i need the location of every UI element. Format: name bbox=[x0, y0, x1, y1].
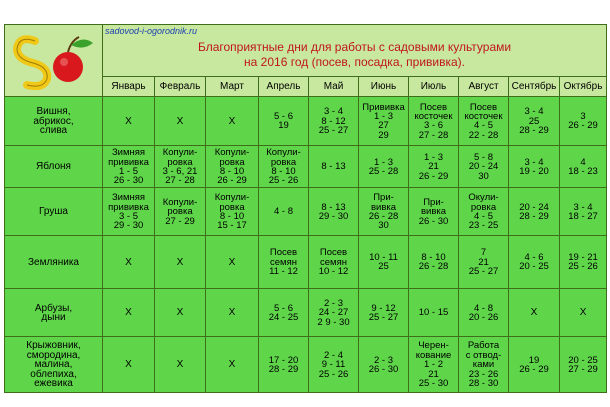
day-cell-line: прививка bbox=[108, 201, 149, 213]
title-line-1: Благоприятные дни для работы с садовыми культурами bbox=[197, 39, 512, 54]
crop-row bbox=[5, 337, 607, 393]
day-cell-line: X bbox=[125, 256, 132, 268]
day-cell-line: 4 - 8 bbox=[473, 302, 493, 314]
day-cell-line: косточек bbox=[414, 111, 453, 122]
day-cell-line: 2 - 3 bbox=[373, 354, 393, 366]
day-cell bbox=[206, 289, 259, 337]
day-cell-line: 20 - 24 bbox=[519, 201, 549, 213]
day-cell-line: 25 - 27 bbox=[368, 311, 399, 323]
day-cell-line: 8 - 13 bbox=[321, 161, 346, 173]
month-header: Октябрь bbox=[560, 77, 607, 97]
day-cell-line: Копули- bbox=[214, 147, 250, 159]
crop-name bbox=[5, 97, 103, 146]
day-cell-line: 25 - 30 bbox=[418, 378, 449, 390]
day-cell-line: прививка bbox=[108, 156, 149, 168]
day-cell-line: 26 - 29 bbox=[519, 363, 549, 375]
day-cell-line: 10 - 11 bbox=[369, 252, 398, 263]
day-cell-line: 27 - 29 bbox=[568, 363, 598, 375]
day-cell bbox=[359, 289, 409, 337]
day-cell bbox=[560, 289, 607, 337]
day-cell-line: 26 - 30 bbox=[113, 175, 144, 187]
crop-name-line: облепиха, bbox=[30, 368, 77, 380]
crop-row bbox=[5, 236, 607, 289]
day-cell-line: ровка bbox=[219, 156, 245, 168]
day-cell bbox=[359, 97, 409, 146]
day-cell bbox=[309, 337, 359, 393]
day-cell bbox=[155, 188, 206, 236]
day-cell bbox=[560, 337, 607, 393]
day-cell-line: 7 bbox=[480, 247, 487, 259]
crop-row bbox=[5, 97, 607, 146]
day-cell-line: 8 - 10 bbox=[219, 165, 245, 177]
day-cell-line: 2 - 3 bbox=[323, 297, 343, 309]
day-cell-line: 25 - 26 bbox=[568, 261, 598, 273]
day-cell bbox=[155, 97, 206, 146]
day-cell-line: Посев bbox=[469, 101, 498, 113]
day-cell-line: 3 - 6, 21 bbox=[162, 165, 198, 177]
day-cell-line: X bbox=[228, 307, 236, 319]
day-cell bbox=[459, 236, 509, 289]
day-cell-line: 3 - 4 bbox=[524, 156, 544, 168]
day-cell-line: 29 bbox=[378, 129, 389, 141]
day-cell-line: 2 9 - 30 bbox=[317, 316, 350, 328]
day-cell-line: 5 - 8 bbox=[473, 151, 493, 163]
day-cell-line: 22 - 28 bbox=[468, 129, 499, 141]
day-cell-line: X bbox=[176, 307, 184, 319]
day-cell-line: с отвод- bbox=[465, 349, 502, 361]
day-cell-line: Копули- bbox=[214, 192, 250, 204]
day-cell-line: 24 - 27 bbox=[318, 307, 349, 319]
day-cell-line: 3 - 4 bbox=[323, 106, 343, 118]
day-cell-line: 26 - 29 bbox=[217, 175, 247, 187]
day-cell-line: 20 - 24 bbox=[468, 161, 499, 173]
day-cell-line: 21 bbox=[428, 368, 439, 380]
day-cell-line: 3 - 5 bbox=[118, 210, 138, 222]
day-cell-line: семян bbox=[320, 256, 347, 268]
day-cell-line: 28 - 29 bbox=[519, 125, 549, 137]
day-cell-line: Посев bbox=[419, 101, 448, 113]
crop-name bbox=[5, 337, 103, 393]
day-cell bbox=[459, 97, 509, 146]
crop-row bbox=[5, 289, 607, 337]
day-cell-line: 26 - 28 bbox=[368, 210, 399, 222]
day-cell-line: 28 - 30 bbox=[468, 378, 499, 390]
day-cell bbox=[206, 146, 259, 188]
day-cell-line: X bbox=[579, 307, 587, 319]
crop-name-line: Крыжовник, bbox=[26, 340, 81, 352]
day-cell bbox=[103, 236, 155, 289]
day-cell-line: 27 - 28 bbox=[165, 175, 195, 187]
crop-name-line: Вишня, bbox=[36, 106, 71, 118]
month-header: Апрель bbox=[259, 77, 309, 97]
day-cell bbox=[409, 188, 459, 236]
month-header: Август bbox=[459, 77, 509, 97]
day-cell bbox=[103, 337, 155, 393]
crop-name-line: Арбузы, bbox=[34, 302, 73, 314]
title-cell bbox=[103, 25, 607, 77]
day-cell-line: вивка bbox=[370, 201, 397, 213]
month-header: Март bbox=[206, 77, 259, 97]
day-cell bbox=[155, 337, 206, 393]
day-cell-line: 3 - 4 bbox=[573, 201, 593, 213]
page-title bbox=[103, 32, 606, 70]
month-header: Февраль bbox=[155, 77, 206, 97]
day-cell-line: Зимняя bbox=[111, 192, 146, 204]
day-cell bbox=[459, 289, 509, 337]
calendar-frame bbox=[4, 24, 606, 402]
day-cell-line: ровка bbox=[167, 156, 193, 168]
day-cell-line: 25 bbox=[528, 115, 540, 127]
day-cell bbox=[259, 97, 309, 146]
day-cell-line: 25 - 26 bbox=[318, 368, 349, 380]
day-cell bbox=[560, 97, 607, 146]
day-cell-line: 4 - 5 bbox=[473, 210, 493, 222]
day-cell-line: X bbox=[228, 115, 236, 127]
day-cell bbox=[509, 146, 560, 188]
day-cell-line: 19 bbox=[278, 120, 289, 132]
day-cell-line: 26 - 30 bbox=[418, 215, 449, 227]
day-cell bbox=[259, 337, 309, 393]
day-cell-line: 25 - 28 bbox=[368, 165, 399, 177]
day-cell-line: 27 - 28 bbox=[418, 129, 449, 141]
day-cell-line: 4 - 5 bbox=[473, 120, 493, 132]
day-cell bbox=[259, 188, 309, 236]
crop-name-line: абрикос, bbox=[33, 115, 74, 127]
day-cell-line: ровка bbox=[167, 206, 193, 218]
day-cell-line: ровка bbox=[470, 201, 497, 213]
day-cell bbox=[409, 236, 459, 289]
day-cell bbox=[103, 289, 155, 337]
day-cell-line: 25 bbox=[378, 261, 389, 273]
day-cell bbox=[509, 188, 560, 236]
day-cell bbox=[509, 236, 560, 289]
sadovod-logo-icon bbox=[5, 25, 103, 94]
crop-name bbox=[5, 289, 103, 337]
day-cell-line: 26 - 29 bbox=[568, 120, 598, 132]
day-cell-line: 26 - 29 bbox=[418, 170, 449, 182]
day-cell-line: X bbox=[176, 256, 184, 268]
day-cell bbox=[509, 337, 560, 393]
day-cell bbox=[155, 289, 206, 337]
day-cell-line: Копули- bbox=[162, 196, 198, 208]
day-cell-line: 8 - 13 bbox=[321, 201, 346, 213]
day-cell-line: Копули- bbox=[162, 147, 198, 159]
day-cell-line: 9 - 11 bbox=[321, 359, 346, 371]
day-cell-line: 1 - 2 bbox=[423, 359, 443, 371]
day-cell-line: 10 - 15 bbox=[418, 307, 449, 319]
crop-row bbox=[5, 146, 607, 188]
day-cell-line: 9 - 12 bbox=[371, 302, 396, 314]
day-cell-line: Посев bbox=[269, 247, 298, 259]
day-cell-line: 4 - 6 bbox=[524, 252, 544, 263]
day-cell-line: 30 bbox=[378, 220, 389, 232]
day-cell bbox=[560, 188, 607, 236]
day-cell-line: Посев bbox=[319, 247, 348, 259]
day-cell-line: X bbox=[530, 307, 538, 319]
crop-name bbox=[5, 236, 103, 289]
crop-name-line: Земляника bbox=[28, 256, 79, 268]
day-cell-line: 1 - 5 bbox=[118, 165, 138, 177]
day-cell-line: 27 - 29 bbox=[165, 215, 195, 227]
day-cell bbox=[359, 188, 409, 236]
day-cell-line: 1 - 3 bbox=[373, 156, 393, 168]
day-cell-line: семян bbox=[270, 256, 297, 268]
day-cell-line: 2 - 4 bbox=[323, 349, 343, 361]
day-cell bbox=[560, 146, 607, 188]
day-cell-line: 26 - 28 bbox=[418, 261, 449, 273]
day-cell bbox=[309, 236, 359, 289]
day-cell-line: 15 - 17 bbox=[217, 220, 247, 232]
day-cell-line: кование bbox=[415, 349, 452, 361]
day-cell-line: 8 - 12 bbox=[321, 115, 346, 127]
day-cell bbox=[206, 188, 259, 236]
day-cell bbox=[155, 236, 206, 289]
day-cell-line: 20 - 25 bbox=[519, 261, 549, 273]
crop-row bbox=[5, 188, 607, 236]
day-cell bbox=[259, 289, 309, 337]
crop-name bbox=[5, 188, 103, 236]
day-cell-line: 23 - 25 bbox=[468, 220, 499, 232]
day-cell-line: 28 - 29 bbox=[268, 363, 299, 375]
day-cell-line: При- bbox=[373, 192, 394, 204]
day-cell-line: Копули- bbox=[266, 147, 301, 159]
day-cell-line: ками bbox=[472, 359, 495, 371]
day-cell-line: 10 - 12 bbox=[318, 266, 349, 278]
day-cell bbox=[309, 289, 359, 337]
day-cell-line: 30 bbox=[478, 170, 489, 182]
day-cell-line: Прививка bbox=[362, 101, 405, 113]
day-cell bbox=[560, 236, 607, 289]
day-cell-line: X bbox=[125, 307, 132, 319]
day-cell-line: 23 - 26 bbox=[468, 368, 499, 380]
logo-cell bbox=[5, 25, 103, 97]
day-cell-line: 28 - 29 bbox=[519, 210, 549, 222]
day-cell-line: Работа bbox=[467, 340, 500, 352]
day-cell-line: 18 - 27 bbox=[568, 210, 598, 222]
day-cell-line: При- bbox=[423, 196, 444, 208]
day-cell-line: 5 - 6 bbox=[273, 111, 293, 122]
planting-calendar-table bbox=[4, 24, 607, 393]
day-cell bbox=[409, 146, 459, 188]
day-cell-line: X bbox=[176, 115, 184, 127]
day-cell-line: 17 - 20 bbox=[268, 354, 299, 366]
crop-name-line: слива bbox=[39, 125, 68, 137]
day-cell-line: Черен- bbox=[418, 340, 449, 352]
day-cell-line: 4 bbox=[580, 156, 586, 168]
crop-name-line: Груша bbox=[39, 206, 68, 218]
day-cell-line: 11 - 12 bbox=[269, 266, 298, 278]
day-cell bbox=[409, 289, 459, 337]
day-cell bbox=[459, 337, 509, 393]
day-cell-line: 25 - 27 bbox=[468, 266, 499, 278]
day-cell bbox=[155, 146, 206, 188]
crop-name-line: дыни bbox=[41, 311, 66, 323]
month-header: Сентябрь bbox=[509, 77, 560, 97]
day-cell-line: 27 bbox=[378, 120, 389, 132]
day-cell-line: 24 - 25 bbox=[268, 311, 299, 323]
day-cell bbox=[409, 337, 459, 393]
day-cell-line: Зимняя bbox=[111, 147, 146, 159]
month-header: Июль bbox=[409, 77, 459, 97]
day-cell bbox=[206, 97, 259, 146]
day-cell bbox=[459, 188, 509, 236]
day-cell-line: 19 bbox=[528, 354, 540, 366]
day-cell bbox=[206, 236, 259, 289]
day-cell-line: ровка bbox=[219, 201, 245, 213]
day-cell-line: 25 - 26 bbox=[268, 175, 299, 187]
day-cell-line: 1 - 3 bbox=[373, 111, 393, 122]
day-cell bbox=[103, 188, 155, 236]
crop-name-line: Яблоня bbox=[36, 161, 71, 173]
day-cell-line: 8 - 10 bbox=[219, 210, 245, 222]
day-cell bbox=[259, 236, 309, 289]
day-cell-line: 5 - 6 bbox=[273, 302, 293, 314]
day-cell-line: X bbox=[228, 359, 236, 371]
day-cell bbox=[259, 146, 309, 188]
day-cell-line: вивка bbox=[420, 206, 447, 218]
day-cell-line: 19 - 21 bbox=[568, 252, 598, 263]
day-cell-line: косточек bbox=[464, 111, 503, 122]
crop-name-line: ежевика bbox=[34, 378, 73, 390]
day-cell-line: 29 - 30 bbox=[318, 210, 349, 222]
day-cell-line: 3 - 4 bbox=[524, 106, 544, 118]
day-cell bbox=[206, 337, 259, 393]
day-cell-line: ровка bbox=[270, 156, 297, 168]
day-cell-line: 21 bbox=[478, 256, 489, 268]
day-cell-line: 20 - 25 bbox=[568, 354, 598, 366]
day-cell-line: 29 - 30 bbox=[113, 220, 144, 232]
month-header: Январь bbox=[103, 77, 155, 97]
day-cell-line: X bbox=[228, 256, 236, 268]
day-cell-line: 18 - 23 bbox=[568, 165, 598, 177]
day-cell-line: 1 - 3 bbox=[423, 151, 443, 163]
day-cell-line: 8 - 10 bbox=[271, 165, 296, 177]
title-line-2: на 2016 год (посев, посадка, прививка). bbox=[244, 54, 466, 69]
day-cell bbox=[409, 97, 459, 146]
day-cell bbox=[509, 97, 560, 146]
day-cell-line: 19 - 20 bbox=[519, 165, 549, 177]
day-cell bbox=[103, 146, 155, 188]
day-cell-line: 3 - 6 bbox=[423, 120, 443, 132]
crop-name-line: малина, bbox=[34, 359, 73, 371]
day-cell-line: 26 - 30 bbox=[368, 363, 399, 375]
day-cell bbox=[309, 188, 359, 236]
day-cell-line: 25 - 27 bbox=[318, 125, 349, 137]
day-cell-line: X bbox=[125, 359, 132, 371]
crop-name-line: смородина, bbox=[26, 349, 81, 361]
day-cell bbox=[359, 146, 409, 188]
day-cell bbox=[509, 289, 560, 337]
day-cell-line: 8 - 10 bbox=[421, 252, 446, 263]
day-cell bbox=[359, 236, 409, 289]
day-cell-line: X bbox=[176, 359, 184, 371]
crop-name bbox=[5, 146, 103, 188]
day-cell-line: Окули- bbox=[468, 192, 499, 204]
day-cell bbox=[309, 97, 359, 146]
day-cell bbox=[359, 337, 409, 393]
day-cell-line: X bbox=[125, 115, 132, 127]
site-link[interactable]: sadovod-i-ogorodnik.ru bbox=[105, 26, 198, 36]
day-cell-line: 21 bbox=[428, 161, 439, 173]
month-header: Май bbox=[309, 77, 359, 97]
day-cell-line: 3 bbox=[580, 111, 586, 122]
month-header: Июнь bbox=[359, 77, 409, 97]
day-cell-line: 20 - 26 bbox=[468, 311, 499, 323]
day-cell bbox=[309, 146, 359, 188]
day-cell bbox=[103, 97, 155, 146]
day-cell bbox=[459, 146, 509, 188]
day-cell-line: 4 - 8 bbox=[273, 206, 293, 218]
